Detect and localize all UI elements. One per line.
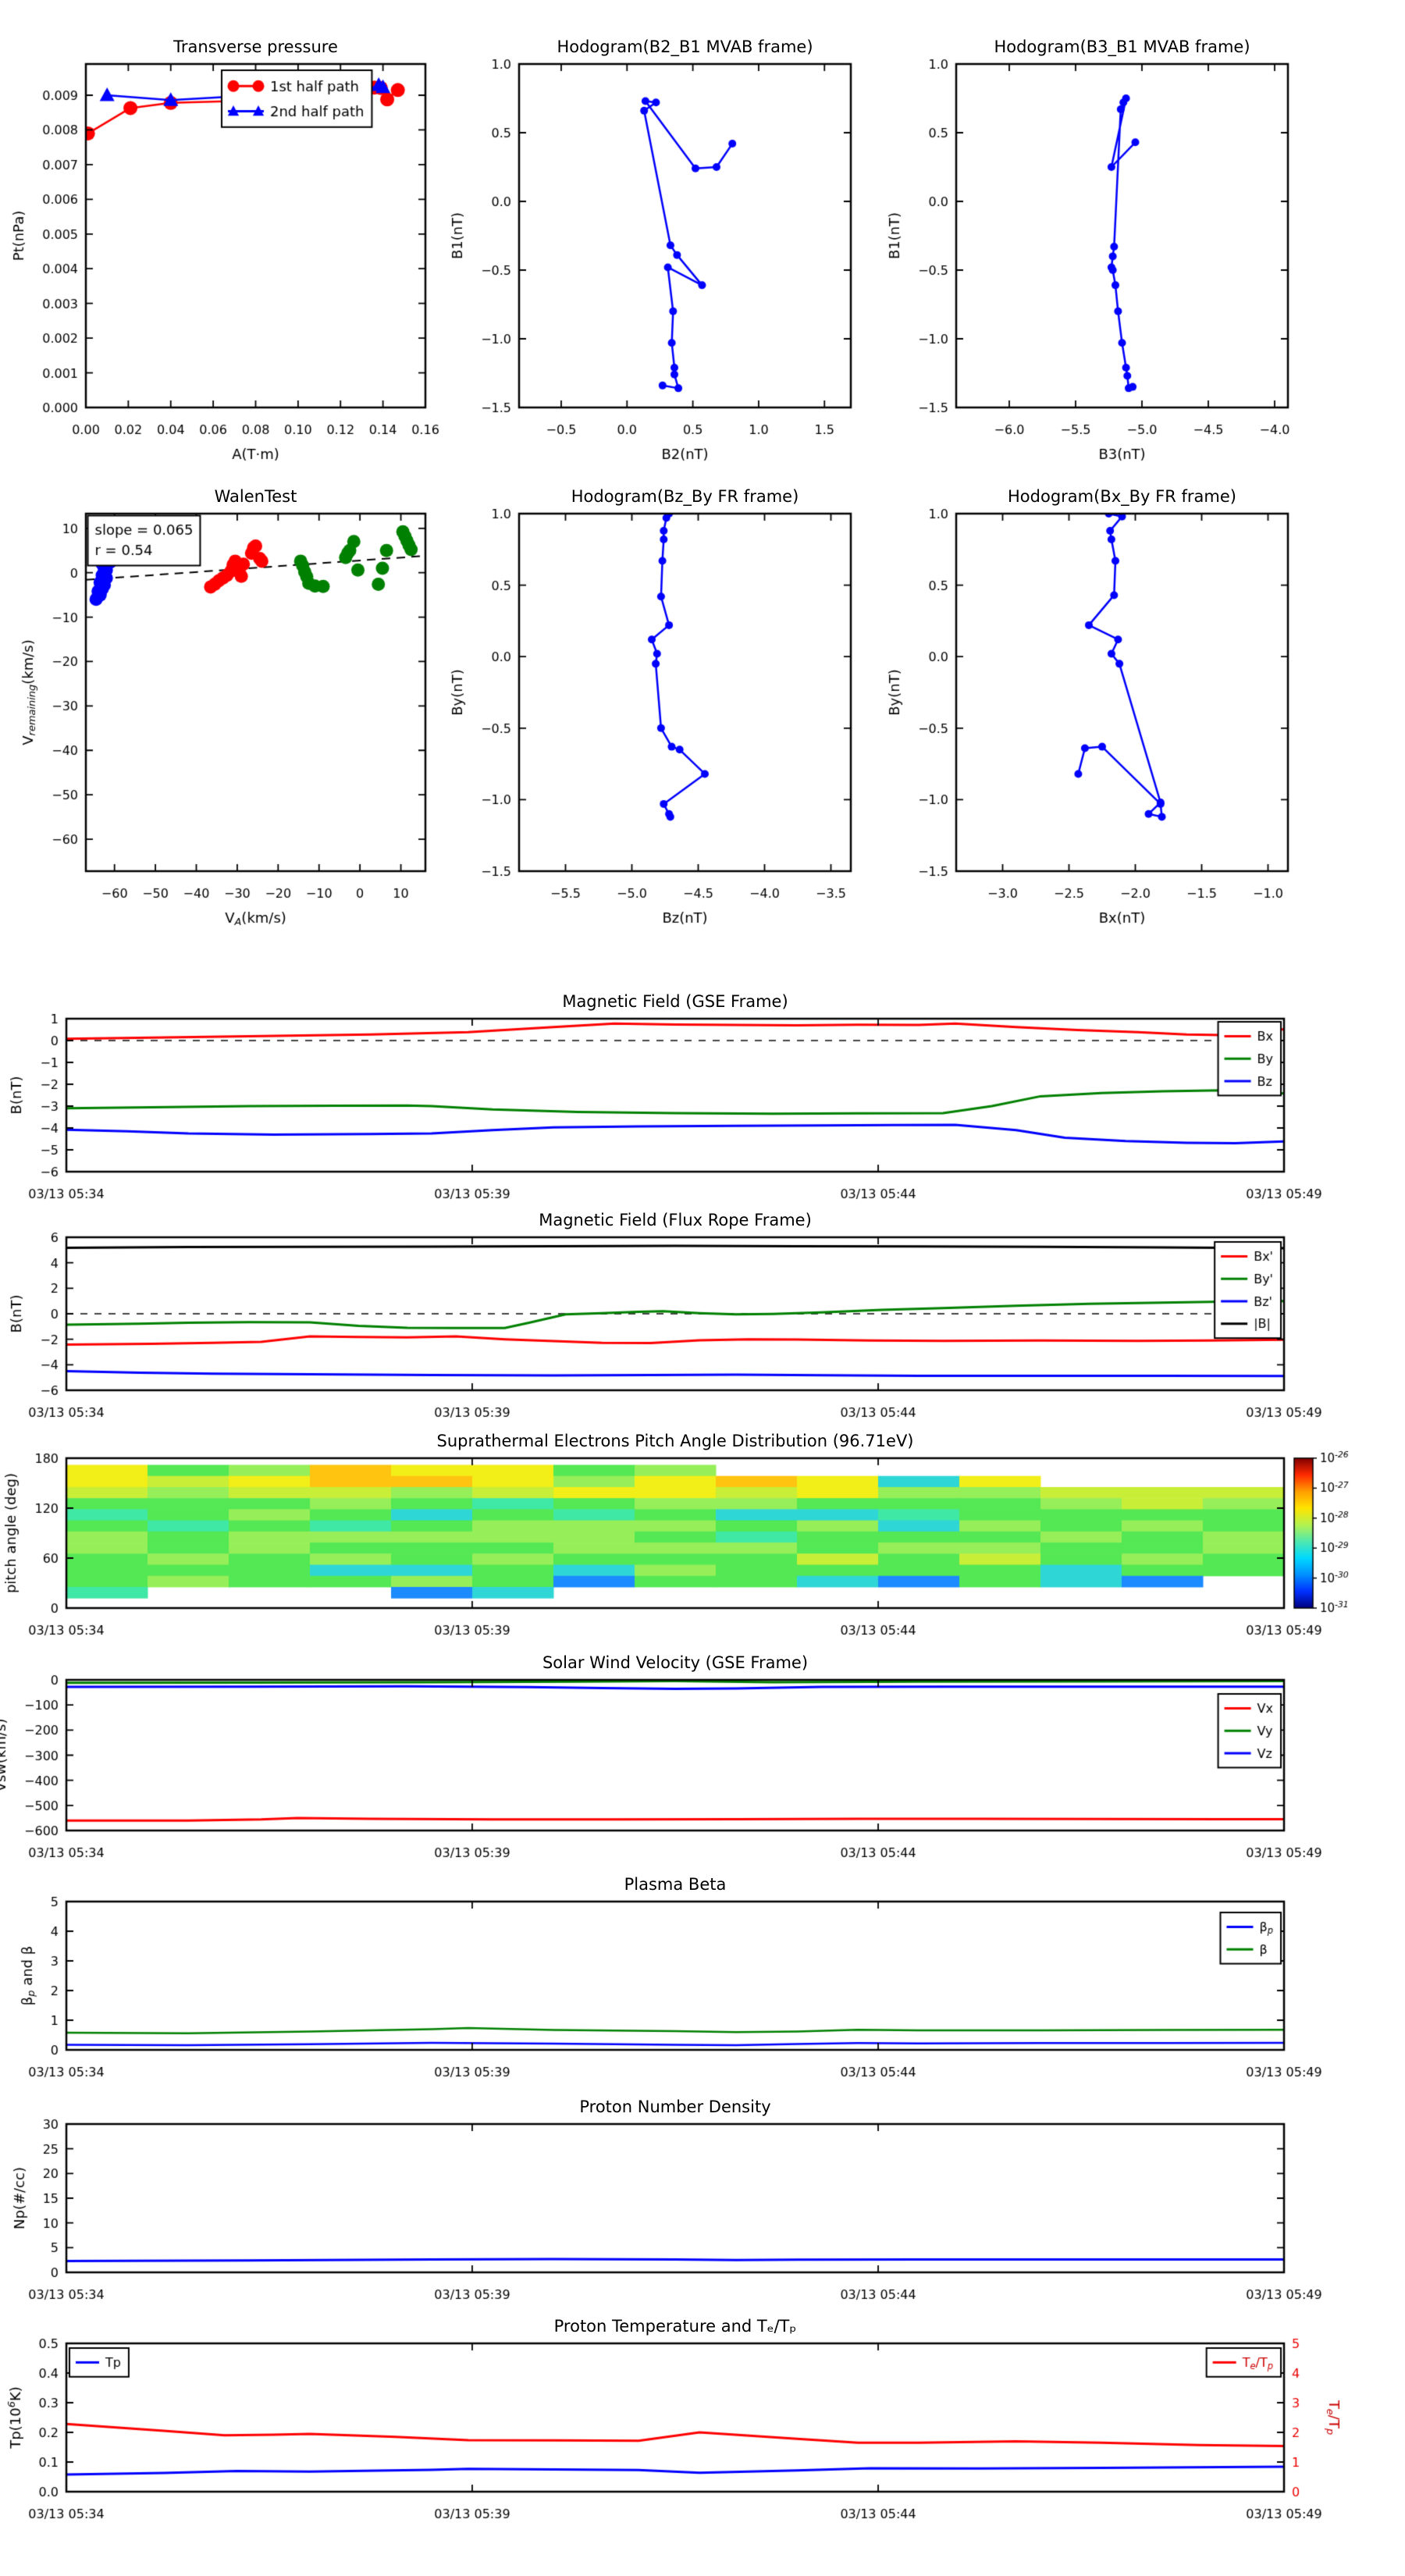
title-electron-pad: Suprathermal Electrons Pitch Angle Distribution (96.71eV) <box>436 1432 914 1450</box>
title-hodogram-bx-by: Hodogram(Bx_By FR frame) <box>1008 487 1236 506</box>
title-walen-test: WalenTest <box>214 487 297 506</box>
title-plasma-beta: Plasma Beta <box>624 1875 727 1894</box>
title-hodogram-b3-b1: Hodogram(B3_B1 MVAB frame) <box>994 37 1250 56</box>
title-transverse-pressure: Transverse pressure <box>173 37 338 56</box>
title-magnetic-field-gse: Magnetic Field (GSE Frame) <box>562 992 788 1011</box>
title-hodogram-bz-by: Hodogram(Bz_By FR frame) <box>571 487 799 506</box>
title-proton-temperature: Proton Temperature and Tₑ/Tₚ <box>553 2317 797 2336</box>
title-hodogram-b2-b1: Hodogram(B2_B1 MVAB frame) <box>557 37 813 56</box>
title-proton-density: Proton Number Density <box>579 2097 771 2116</box>
title-solar-wind-velocity: Solar Wind Velocity (GSE Frame) <box>542 1653 809 1672</box>
title-magnetic-field-flux-rope: Magnetic Field (Flux Rope Frame) <box>539 1211 812 1229</box>
